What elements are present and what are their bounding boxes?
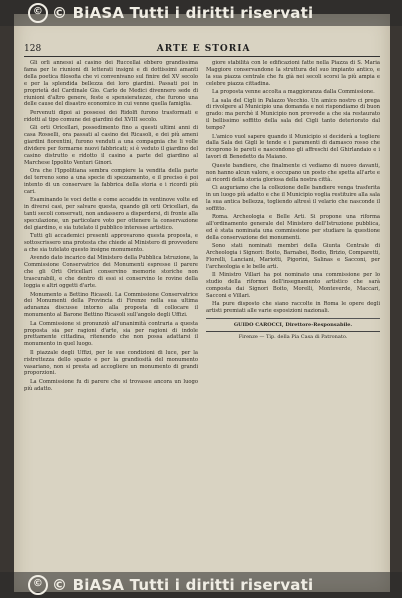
paragraph: Gli orli annessi al casino dei Ruccellai ebbero grandissima fama per le riunioni di letterati insigni e di dottissimi amanti della poetica filosofia che vi convenivano sul finire del XV secolo e per la splendida bellezza dei loro giardini. Passati poi in proprietà del Cardinale Gio. Carlo de Medici divennero sede di riunioni d'altro genere, feste e spensieratezze, che furono una delle cause del disastro economico in cui venne quella famiglia.	[24, 60, 198, 108]
printer-imprint: Firenze — Tip. della Pia Casa di Patronato.	[206, 331, 380, 341]
paragraph: Avendo dato incarico dal Ministero della Pubblica Istruzione, la Commissione Conservatrice dei Monumenti espresse il parere che gli Orti Oricellari conservino memorie storiche non trascurabili, e che dentro di essi si conservino le rovine della loggia e altri oggetti d'arte.	[24, 255, 198, 290]
paragraph: Ha pure disposto che siano raccolte in Roma le opere degli artisti premiati alle varie esposizioni nazionali.	[206, 301, 380, 315]
paragraph: La Commissione fu di parere che si trovasse ancora un luogo più adatto.	[24, 378, 198, 392]
paragraph: La Commissione si pronunziò all'unanimità contraria a questa proposta sia per ragioni d'arte, sia per ragioni di indole prettamente cittadina, ritenendo che non possa adattarsi il monumento in quel luogo.	[24, 320, 198, 348]
paragraph: Ci auguriamo che la collezione delle bandiere venga trasferita in un luogo più adatto e che il Municipio voglia restituire alla sala la sua antica bellezza, togliendo altresì il velario che nasconde il soffitto.	[206, 184, 380, 212]
paragraph: Gli orti Oricellari, possedimento fino a questi ultimi anni di casa Rosselli, ora passati al casino dei Ricasoli, e dei più ameni giardini fiorentini, furono venduti a una compagnia che li volle dividere per formarne nuovi fabbricati; si è veduto il giardino del casino distrutto e ridotto il casino a parte del giardino al Marchese Ippolito Venturi Ginori.	[24, 125, 198, 166]
page-title: ARTE E STORIA	[156, 44, 251, 54]
article-columns	[24, 60, 380, 564]
paragraph: Monumento a Bettino Ricasoli. La Commissione Conservatrice dei Monumenti della Provincia di Firenze nella sua ultima adunanza discusse intorno alla proposta di collocare il monumento al Barone Bettino Ricasoli sull'angolo degli Uffizi.	[24, 291, 198, 319]
paragraph: Esaminando le voci dette e come accadde in ventinove volte ed in diversi casi, per salvare questa, quando gli orti Oricellari, da tanti secoli conservati, non andassero a disperdersi, di fronte alla speculazione, un particolare voto per ottenere la conservazione del giardino, e sia tutelato il pubblico interesse artistico.	[24, 197, 198, 231]
paragraph: Pervenuti dipoi ai possessi dei Ridolfi furono trasformati e ridotti al tipo comune dei giardini del XVIII secolo.	[24, 109, 198, 123]
paragraph: Tutti gli accademici presenti approvarono questa proposta, e sottoscrissero una protesta che chiede al Ministero di provvedere a che sia tutelato questo insigne monumento.	[24, 233, 198, 254]
watermark-text: © BiASA Tutti i diritti riservati	[52, 576, 314, 594]
left-column	[24, 60, 198, 564]
paragraph: La sala del Cigli in Palazzo Vecchio. Un amico nostro ci prega di rivolgere al Municipio una domanda e noi rispondiamo di buon grado: ma perchè il Municipio non provvede a che sia restaurato il bellissimo soffitto della sala del Cigli tanto deteriorato dal tempo?	[206, 97, 380, 132]
newspaper-page	[14, 14, 390, 592]
divider	[206, 318, 380, 319]
paragraph: Queste bandiere, che finalmente ci vediamo di nuovo davanti, non hanno alcun valore, e occupano un posto che spetta all'arte e ai ricordi della storia gloriosa della nostra città.	[206, 162, 380, 183]
watermark-text: © BiASA Tutti i diritti riservati	[52, 4, 314, 22]
paragraph: Roma. Archeologia e Belle Arti. Si propone una riforma all'ordinamento generale del Ministero dell'Istruzione pubblica, ed è stata nominata una commissione per studiare la questione della conservazione dei monumenti.	[206, 214, 380, 241]
copyright-icon: ©	[28, 575, 48, 595]
page-number: 128	[24, 44, 42, 54]
paragraph: Sono stati nominati membri della Giunta Centrale di Archeologia i Signori: Boito, Barnabei, Bodio, Brizio, Comparetti, Fiorelli, Lanciani, Mariotti, Pigorini, Salinas e Sacconi, per l'archeologia e le belle arti.	[206, 243, 380, 270]
paragraph: Ora che l'Ippolitiana sembra compiere la vendita della parte del terreno sono a una specie di spezzamento, e il preciso è poi intento di un conservare la fabbrica della storia e i ricordi più cari.	[24, 168, 198, 195]
paragraph: La proposta venne accolta a maggioranza dalla Commissione.	[212, 89, 375, 96]
watermark-top	[0, 0, 402, 26]
paragraph: giore stabilità con le edificazioni fatte nella Piazza di S. Maria Maggiore conservandone la struttura del suo impianto antico, e la sua piazza centrale che fu già nei secoli scorsi la più ampia e celebre piazza cittadina.	[206, 60, 380, 87]
copyright-icon: ©	[28, 3, 48, 23]
right-column	[206, 60, 380, 564]
watermark-bottom	[0, 572, 402, 598]
paragraph: Il Ministro Villari ha poi nominato una commissione per lo studio della riforma dell'insegnamento artistico che sarà composta dai Signori Boito, Morelli, Monteverde, Maccari, Sacconi e Villari.	[206, 272, 380, 299]
paragraph: L'amico vuol sapere quando il Municipio si deciderà a togliere dalla Sala dei Gigli le tende e i paramenti di damasco rosso che ricoprono le pareti e nascondono gli affreschi del Ghirlandaio e i lavori di Benedetto da Maiano.	[206, 133, 380, 161]
editor-signature: GUIDO CAROCCI, Direttore-Responsabile.	[233, 322, 353, 329]
paragraph: Il piazzale degli Uffizi, per le sue condizioni di luce, per la ristrettezza dello spazio e per la grandiosità del monumento vasariano, non si presta ad accogliere un monumento di grandi proporzioni.	[24, 349, 198, 377]
page-header	[24, 44, 380, 57]
